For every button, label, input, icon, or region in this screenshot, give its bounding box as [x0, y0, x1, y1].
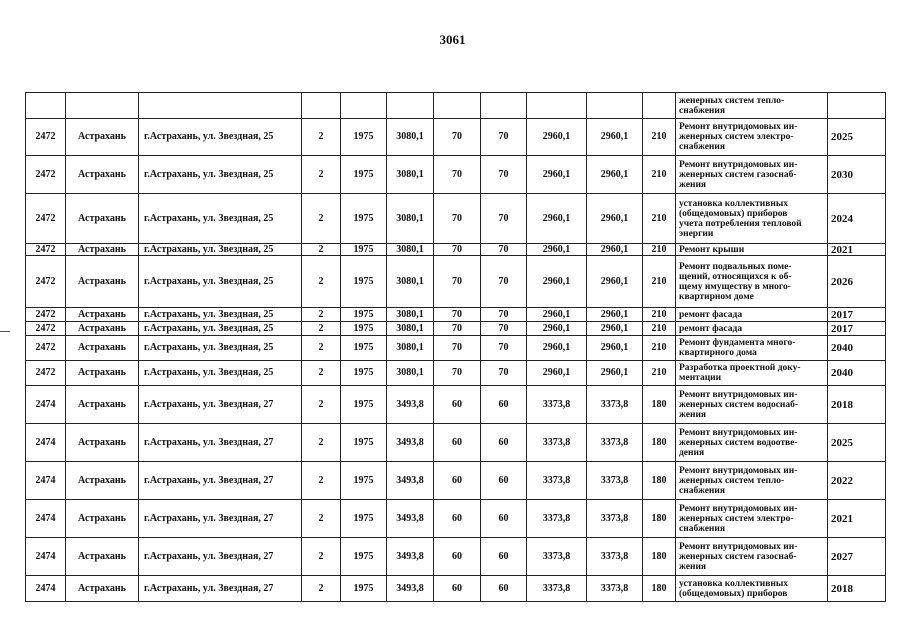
cell-locality: Астрахань [66, 576, 139, 602]
cell-address: г.Астрахань, ул. Звездная, 25 [139, 156, 302, 194]
cell-residents: 180 [643, 538, 676, 576]
cell-apartments: 60 [434, 386, 481, 424]
cell-apartments: 70 [434, 336, 481, 361]
cell-apartments: 60 [434, 424, 481, 462]
cell-residential-area: 2960,1 [527, 308, 587, 322]
cell-work-type: Ремонт фундамента много- квартирного дома [676, 336, 828, 361]
cell-area-owned: 2960,1 [587, 119, 643, 156]
cell-apartments: 60 [434, 500, 481, 538]
cell-locality: Астрахань [66, 462, 139, 500]
cell-house-code: 2472 [26, 119, 66, 156]
cell-apartments: 60 [434, 576, 481, 602]
cell-residents: 180 [643, 462, 676, 500]
cell-total-area [387, 93, 434, 119]
cell-address: г.Астрахань, ул. Звездная, 25 [139, 361, 302, 386]
cell-locality: Астрахань [66, 538, 139, 576]
cell-work-type: Ремонт внутридомовых ин- женерных систем водоотве- дения [676, 424, 828, 462]
cell-area-owned: 3373,8 [587, 500, 643, 538]
cell-address [139, 93, 302, 119]
table-row [26, 93, 886, 119]
cell-house-code: 2472 [26, 336, 66, 361]
cell-house-code: 2472 [26, 322, 66, 336]
cell-residential-area: 2960,1 [527, 361, 587, 386]
cell-work-type: Ремонт внутридомовых ин- женерных систем тепло- снабжения [676, 462, 828, 500]
cell-residential-apartments: 70 [481, 361, 527, 386]
cell-address: г.Астрахань, ул. Звездная, 25 [139, 336, 302, 361]
cell-planned-year: 2017 [828, 322, 886, 336]
cell-residential-apartments: 60 [481, 462, 527, 500]
cell-residential-apartments: 60 [481, 500, 527, 538]
table-row [26, 500, 886, 538]
cell-floors: 2 [302, 308, 341, 322]
cell-floors: 2 [302, 424, 341, 462]
table-row [26, 119, 886, 156]
cell-work-type: Ремонт внутридомовых ин- женерных систем газоснаб- жения [676, 538, 828, 576]
cell-floors: 2 [302, 361, 341, 386]
cell-year-built: 1975 [341, 361, 387, 386]
cell-address: г.Астрахань, ул. Звездная, 25 [139, 119, 302, 156]
cell-area-owned: 2960,1 [587, 194, 643, 244]
cell-planned-year: 2021 [828, 244, 886, 256]
cell-area-owned: 3373,8 [587, 424, 643, 462]
cell-address: г.Астрахань, ул. Звездная, 25 [139, 256, 302, 308]
cell-area-owned: 2960,1 [587, 256, 643, 308]
cell-residents: 180 [643, 576, 676, 602]
cell-locality: Астрахань [66, 308, 139, 322]
cell-total-area: 3080,1 [387, 244, 434, 256]
cell-house-code: 2474 [26, 538, 66, 576]
cell-apartments: 70 [434, 256, 481, 308]
cell-residential-apartments: 70 [481, 256, 527, 308]
cell-floors: 2 [302, 336, 341, 361]
cell-residents: 210 [643, 244, 676, 256]
cell-year-built: 1975 [341, 538, 387, 576]
cell-address: г.Астрахань, ул. Звездная, 25 [139, 244, 302, 256]
cell-area-owned: 2960,1 [587, 361, 643, 386]
cell-residential-apartments: 70 [481, 194, 527, 244]
cell-address: г.Астрахань, ул. Звездная, 27 [139, 424, 302, 462]
cell-address: г.Астрахань, ул. Звездная, 25 [139, 194, 302, 244]
cell-year-built: 1975 [341, 156, 387, 194]
cell-year-built: 1975 [341, 576, 387, 602]
cell-residents: 210 [643, 156, 676, 194]
cell-total-area: 3493,8 [387, 576, 434, 602]
table-row [26, 462, 886, 500]
cell-residents: 210 [643, 194, 676, 244]
cell-year-built: 1975 [341, 244, 387, 256]
cell-residential-area: 2960,1 [527, 156, 587, 194]
cell-year-built: 1975 [341, 424, 387, 462]
cell-residential-apartments: 60 [481, 538, 527, 576]
cell-total-area: 3493,8 [387, 386, 434, 424]
cell-residential-area: 3373,8 [527, 576, 587, 602]
cell-work-type: установка коллективных (общедомовых) приборов учета потребления тепловой энергии [676, 194, 828, 244]
cell-residential-area: 2960,1 [527, 256, 587, 308]
cell-apartments: 70 [434, 308, 481, 322]
cell-house-code: 2474 [26, 386, 66, 424]
cell-planned-year: 2021 [828, 500, 886, 538]
cell-floors: 2 [302, 386, 341, 424]
cell-area-owned: 2960,1 [587, 156, 643, 194]
cell-locality: Астрахань [66, 336, 139, 361]
cell-apartments [434, 93, 481, 119]
cell-locality [66, 93, 139, 119]
cell-apartments: 70 [434, 156, 481, 194]
margin-mark [0, 331, 10, 332]
cell-residential-area: 3373,8 [527, 386, 587, 424]
cell-apartments: 60 [434, 538, 481, 576]
cell-planned-year: 2018 [828, 576, 886, 602]
cell-year-built: 1975 [341, 500, 387, 538]
cell-apartments: 70 [434, 322, 481, 336]
cell-work-type: Разработка проектной доку- ментации [676, 361, 828, 386]
cell-work-type: ремонт фасада [676, 308, 828, 322]
cell-address: г.Астрахань, ул. Звездная, 27 [139, 500, 302, 538]
cell-work-type: ремонт фасада [676, 322, 828, 336]
cell-area-owned: 2960,1 [587, 244, 643, 256]
cell-work-type: Ремонт внутридомовых ин- женерных систем электро- снабжения [676, 119, 828, 156]
cell-residential-area: 3373,8 [527, 424, 587, 462]
cell-address: г.Астрахань, ул. Звездная, 25 [139, 308, 302, 322]
table-row [26, 424, 886, 462]
cell-year-built: 1975 [341, 386, 387, 424]
cell-year-built: 1975 [341, 322, 387, 336]
cell-locality: Астрахань [66, 322, 139, 336]
cell-residential-area: 3373,8 [527, 500, 587, 538]
cell-planned-year: 2040 [828, 336, 886, 361]
cell-floors: 2 [302, 538, 341, 576]
cell-area-owned: 2960,1 [587, 308, 643, 322]
cell-floors: 2 [302, 500, 341, 538]
cell-residential-area: 2960,1 [527, 322, 587, 336]
cell-residents: 210 [643, 308, 676, 322]
cell-work-type: Ремонт крыши [676, 244, 828, 256]
cell-residential-area: 2960,1 [527, 244, 587, 256]
cell-residential-apartments: 70 [481, 119, 527, 156]
cell-address: г.Астрахань, ул. Звездная, 25 [139, 322, 302, 336]
cell-work-type: Ремонт подвальных поме- щений, относящихся к об- щему имуществу в много- квартирном доме [676, 256, 828, 308]
cell-address: г.Астрахань, ул. Звездная, 27 [139, 538, 302, 576]
cell-locality: Астрахань [66, 500, 139, 538]
cell-address: г.Астрахань, ул. Звездная, 27 [139, 576, 302, 602]
cell-planned-year: 2018 [828, 386, 886, 424]
cell-house-code: 2472 [26, 308, 66, 322]
cell-year-built [341, 93, 387, 119]
cell-floors: 2 [302, 576, 341, 602]
cell-residents: 210 [643, 361, 676, 386]
cell-work-type: Ремонт внутридомовых ин- женерных систем газоснаб- жения [676, 156, 828, 194]
cell-area-owned: 2960,1 [587, 336, 643, 361]
cell-total-area: 3080,1 [387, 156, 434, 194]
cell-residential-apartments: 70 [481, 244, 527, 256]
table-row [26, 322, 886, 336]
cell-locality: Астрахань [66, 256, 139, 308]
cell-locality: Астрахань [66, 361, 139, 386]
cell-planned-year: 2024 [828, 194, 886, 244]
cell-area-owned [587, 93, 643, 119]
cell-area-owned: 3373,8 [587, 462, 643, 500]
cell-residential-apartments: 60 [481, 386, 527, 424]
table-row [26, 576, 886, 602]
cell-planned-year: 2026 [828, 256, 886, 308]
cell-floors [302, 93, 341, 119]
cell-work-type: женерных систем тепло- снабжения [676, 93, 828, 119]
cell-year-built: 1975 [341, 308, 387, 322]
cell-floors: 2 [302, 322, 341, 336]
cell-year-built: 1975 [341, 119, 387, 156]
table-row [26, 308, 886, 322]
cell-house-code [26, 93, 66, 119]
cell-residents: 210 [643, 336, 676, 361]
table-row [26, 538, 886, 576]
cell-residents: 180 [643, 424, 676, 462]
cell-locality: Астрахань [66, 194, 139, 244]
cell-apartments: 70 [434, 194, 481, 244]
table-row [26, 244, 886, 256]
cell-residents: 180 [643, 386, 676, 424]
cell-residential-area: 2960,1 [527, 336, 587, 361]
cell-house-code: 2472 [26, 361, 66, 386]
cell-residents: 210 [643, 119, 676, 156]
cell-residents: 210 [643, 256, 676, 308]
cell-year-built: 1975 [341, 336, 387, 361]
cell-residential-area: 3373,8 [527, 462, 587, 500]
cell-floors: 2 [302, 119, 341, 156]
cell-planned-year [828, 93, 886, 119]
cell-floors: 2 [302, 156, 341, 194]
cell-total-area: 3080,1 [387, 336, 434, 361]
cell-area-owned: 3373,8 [587, 386, 643, 424]
cell-house-code: 2474 [26, 462, 66, 500]
cell-planned-year: 2017 [828, 308, 886, 322]
cell-house-code: 2474 [26, 576, 66, 602]
cell-residential-apartments: 70 [481, 308, 527, 322]
repair-schedule-table [25, 92, 886, 602]
cell-planned-year: 2030 [828, 156, 886, 194]
cell-residential-area: 2960,1 [527, 194, 587, 244]
cell-area-owned: 3373,8 [587, 538, 643, 576]
table-row [26, 361, 886, 386]
cell-residential-area: 2960,1 [527, 119, 587, 156]
cell-address: г.Астрахань, ул. Звездная, 27 [139, 386, 302, 424]
cell-total-area: 3080,1 [387, 119, 434, 156]
cell-house-code: 2474 [26, 500, 66, 538]
cell-locality: Астрахань [66, 386, 139, 424]
cell-work-type: установка коллективных (общедомовых) приборов [676, 576, 828, 602]
cell-locality: Астрахань [66, 156, 139, 194]
cell-house-code: 2472 [26, 256, 66, 308]
table-row [26, 156, 886, 194]
cell-residential-area: 3373,8 [527, 538, 587, 576]
table-row [26, 194, 886, 244]
cell-floors: 2 [302, 256, 341, 308]
cell-locality: Астрахань [66, 424, 139, 462]
cell-total-area: 3080,1 [387, 308, 434, 322]
cell-planned-year: 2027 [828, 538, 886, 576]
cell-total-area: 3080,1 [387, 361, 434, 386]
cell-total-area: 3080,1 [387, 194, 434, 244]
cell-area-owned: 3373,8 [587, 576, 643, 602]
cell-locality: Астрахань [66, 119, 139, 156]
cell-house-code: 2472 [26, 156, 66, 194]
cell-planned-year: 2025 [828, 424, 886, 462]
cell-house-code: 2474 [26, 424, 66, 462]
cell-residential-apartments: 70 [481, 336, 527, 361]
cell-total-area: 3493,8 [387, 424, 434, 462]
cell-year-built: 1975 [341, 462, 387, 500]
cell-year-built: 1975 [341, 256, 387, 308]
cell-residential-apartments: 70 [481, 156, 527, 194]
cell-address: г.Астрахань, ул. Звездная, 27 [139, 462, 302, 500]
cell-total-area: 3080,1 [387, 322, 434, 336]
cell-apartments: 70 [434, 361, 481, 386]
cell-residents: 180 [643, 500, 676, 538]
cell-residents: 210 [643, 322, 676, 336]
cell-apartments: 70 [434, 244, 481, 256]
cell-work-type: Ремонт внутридомовых ин- женерных систем электро- снабжения [676, 500, 828, 538]
table-row [26, 336, 886, 361]
cell-total-area: 3493,8 [387, 500, 434, 538]
cell-planned-year: 2025 [828, 119, 886, 156]
cell-residential-area [527, 93, 587, 119]
cell-house-code: 2472 [26, 194, 66, 244]
cell-total-area: 3493,8 [387, 462, 434, 500]
cell-area-owned: 2960,1 [587, 322, 643, 336]
cell-residents [643, 93, 676, 119]
cell-planned-year: 2040 [828, 361, 886, 386]
cell-residential-apartments [481, 93, 527, 119]
cell-floors: 2 [302, 462, 341, 500]
cell-total-area: 3493,8 [387, 538, 434, 576]
cell-work-type: Ремонт внутридомовых ин- женерных систем водоснаб- жения [676, 386, 828, 424]
cell-total-area: 3080,1 [387, 256, 434, 308]
cell-floors: 2 [302, 194, 341, 244]
cell-floors: 2 [302, 244, 341, 256]
page-number: 3061 [439, 32, 466, 47]
cell-apartments: 60 [434, 462, 481, 500]
cell-planned-year: 2022 [828, 462, 886, 500]
table-row [26, 256, 886, 308]
cell-year-built: 1975 [341, 194, 387, 244]
cell-house-code: 2472 [26, 244, 66, 256]
table-row [26, 386, 886, 424]
cell-apartments: 70 [434, 119, 481, 156]
cell-locality: Астрахань [66, 244, 139, 256]
cell-residential-apartments: 60 [481, 424, 527, 462]
cell-residential-apartments: 70 [481, 322, 527, 336]
cell-residential-apartments: 60 [481, 576, 527, 602]
